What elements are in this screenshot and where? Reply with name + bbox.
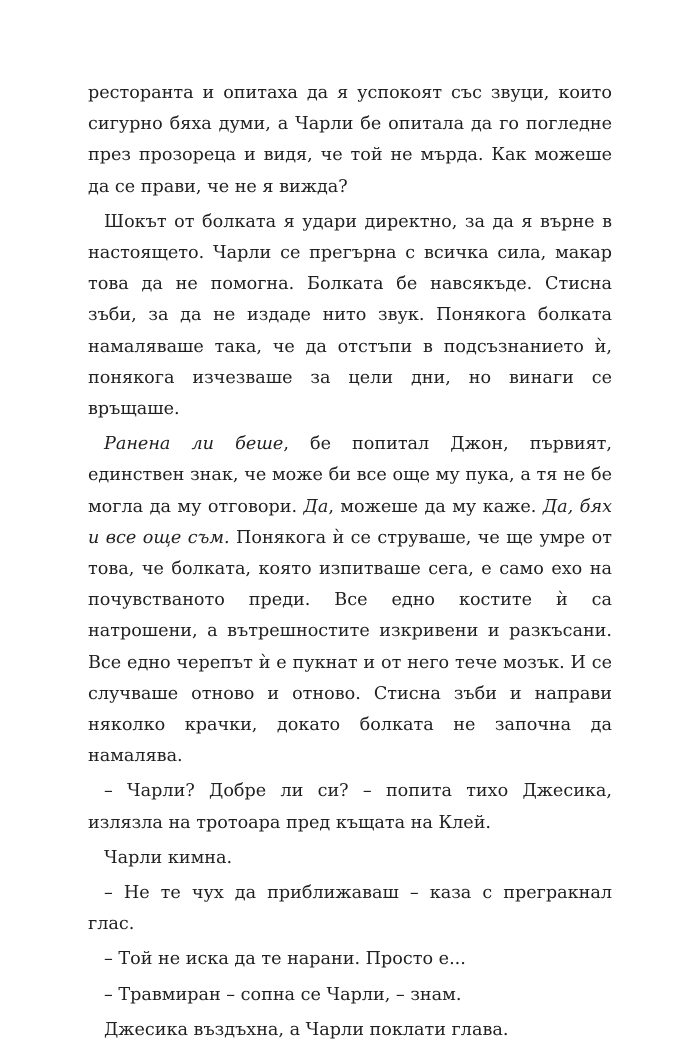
text-run-1: , бе попитал Джон, първият, единствен знак, че може би все още му пука, а тя не бе могла да му отговори.	[88, 434, 612, 517]
text-run-3: Понякога ѝ се струваше, че ще умре от това, че болката, която изпитваше сега, е само ехо на почувстваното преди. Все едно костите ѝ са натрошени, а вътрешностите изкривени и разкъсани. Все едно черепът ѝ е пукнат и от него тече мозък. И се случваше отново и отново. Стисна зъби и направи няколко крачки, докато болката не започна да намалява.	[88, 527, 612, 767]
dialogue-charlie-2: – Травмиран – сопна се Чарли, – знам.	[104, 984, 462, 1005]
dialogue-jessica-2: – Той не иска да те нарани. Просто е...	[104, 949, 466, 970]
italic-thought-3: Да, бях и все още съм.	[88, 496, 612, 548]
paragraph-continuation: ресторанта и опитаха да я успокоят със звуци, които сигурно бяха думи, а Чарли бе опитала да го погледне през прозореца и видя, че той не мърда. Как можеше да се прави, че не я вижда?	[88, 83, 612, 197]
paragraph-john-question	[88, 429, 612, 772]
italic-thought-2: Да	[303, 496, 329, 517]
dialogue-charlie-1: – Не те чух да приближаваш – каза с прегракнал глас.	[88, 883, 612, 935]
book-page	[88, 78, 612, 1046]
dialogue-jessica-1: – Чарли? Добре ли си? – попита тихо Джесика, излязла на тротоара пред къщата на Клей.	[88, 781, 612, 833]
paragraph-shock: Шокът от болката я удари директно, за да я върне в настоящето. Чарли се прегърна с всичка сила, макар това да не помогна. Болката бе навсякъде. Стисна зъби, за да не издаде нито звук. Понякога болката намаляваше така, че да отстъпи в подсъзнанието ѝ, понякога изчезваше за цели дни, но винаги се връщаше.	[88, 211, 612, 420]
italic-thought-1: Ранена ли беше	[104, 434, 284, 455]
paragraph-charlie-nod: Чарли кимна.	[104, 847, 233, 868]
paragraph-jessica-sigh: Джесика въздъхна, а Чарли поклати глава.	[104, 1019, 509, 1040]
text-run-2: , можеше да му каже.	[328, 496, 543, 517]
